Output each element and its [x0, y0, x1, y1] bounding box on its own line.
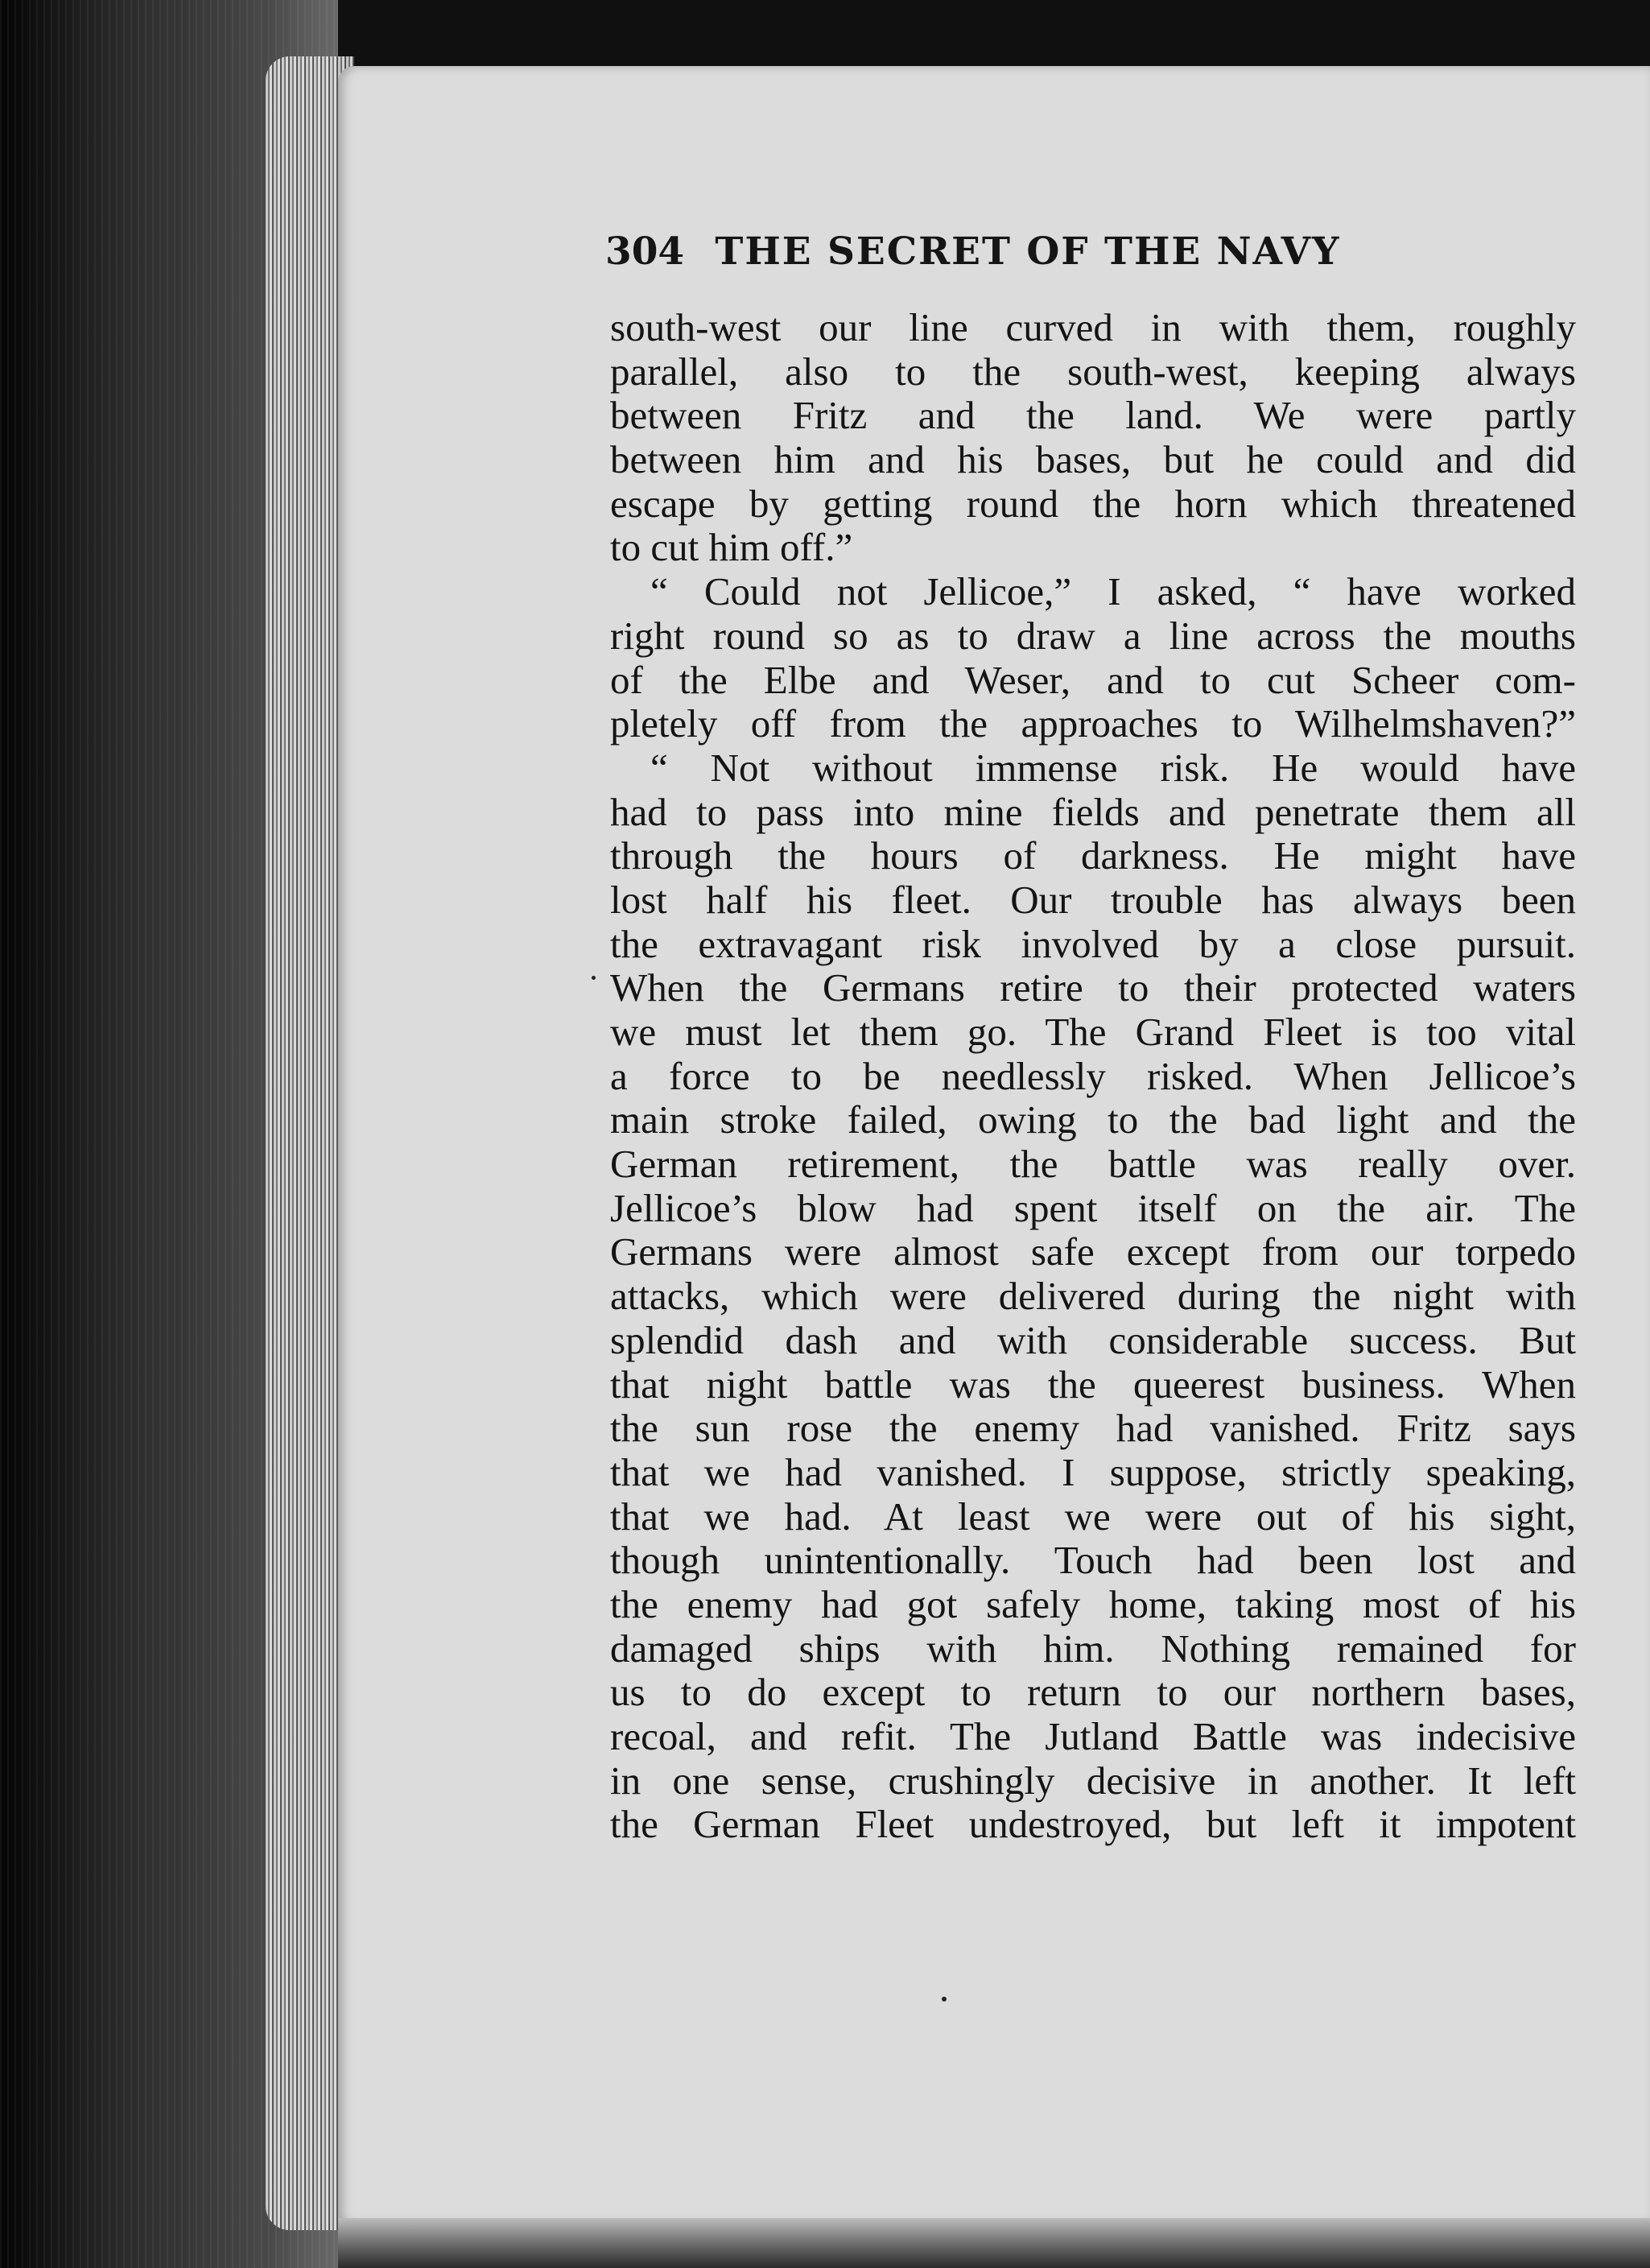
text-line: south-west our line curved in with them, roughly — [610, 305, 1576, 349]
text-line: the enemy had got safely home, taking most of his — [610, 1581, 1576, 1626]
text-line: “ Could not Jellicoe,” I asked, “ have worked — [650, 569, 1576, 614]
text-line: that we had. At least we were out of his sight, — [610, 1493, 1576, 1539]
scan-speck — [592, 976, 596, 980]
text-line: in one sense, crushingly decisive in another. It left — [610, 1758, 1576, 1803]
text-line: to cut him off.” — [610, 525, 853, 570]
text-line: that we had vanished. I suppose, strictly speaking, — [610, 1449, 1576, 1494]
text-line: escape by getting round the horn which threatened — [610, 481, 1576, 526]
text-line: we must let them go. The Grand Fleet is too vital — [610, 1010, 1576, 1054]
text-line: “ Not without immense risk. He would have — [650, 745, 1576, 790]
text-line: Jellicoe’s blow had spent itself on the air. The — [610, 1185, 1576, 1230]
text-line: pletely off from the approaches to Wilhelmshaven?” — [610, 701, 1576, 746]
text-line: the German Fleet undestroyed, but left it impotent — [610, 1802, 1576, 1847]
text-line: When the Germans retire to their protected waters — [610, 965, 1576, 1010]
text-line: splendid dash and with considerable success. But — [610, 1317, 1576, 1362]
text-line: Germans were almost safe except from our torpedo — [610, 1229, 1576, 1274]
page-number: 304 — [605, 229, 685, 274]
text-line: damaged ships with him. Nothing remained for — [610, 1626, 1576, 1671]
text-line: the extravagant risk involved by a close pursuit. — [610, 921, 1576, 966]
text-line: main stroke failed, owing to the bad light and the — [610, 1097, 1576, 1142]
text-line: us to do except to return to our northern bases, — [610, 1670, 1576, 1715]
running-title: THE SECRET OF THE NAVY — [715, 229, 1341, 274]
text-line: recoal, and refit. The Jutland Battle was indecisive — [610, 1714, 1576, 1758]
text-line: through the hours of darkness. He might have — [610, 833, 1576, 878]
text-line: right round so as to draw a line across the mouths — [610, 613, 1576, 658]
text-line: the sun rose the enemy had vanished. Fritz says — [610, 1406, 1576, 1451]
text-line: between him and his bases, but he could and did — [610, 437, 1576, 482]
text-line: lost half his fleet. Our trouble has always been — [610, 877, 1576, 922]
text-line: parallel, also to the south-west, keeping always — [610, 349, 1576, 394]
body-text — [610, 306, 1576, 1847]
text-line: of the Elbe and Weser, and to cut Scheer com- — [610, 657, 1576, 702]
text-line: attacks, which were delivered during the night with — [610, 1274, 1576, 1319]
text-line: between Fritz and the land. We were partly — [610, 393, 1576, 438]
text-line: that night battle was the queerest business. When — [610, 1361, 1576, 1407]
text-line: German retirement, the battle was really over. — [610, 1142, 1576, 1187]
page-bottom-edge — [338, 2218, 1650, 2268]
text-line: though unintentionally. Touch had been lost and — [610, 1538, 1576, 1583]
scan-speck — [942, 1997, 947, 2002]
running-head — [605, 229, 1410, 278]
text-line: a force to be needlessly risked. When Jellicoe’s — [610, 1053, 1576, 1098]
text-line: had to pass into mine fields and penetrate them all — [610, 789, 1576, 834]
